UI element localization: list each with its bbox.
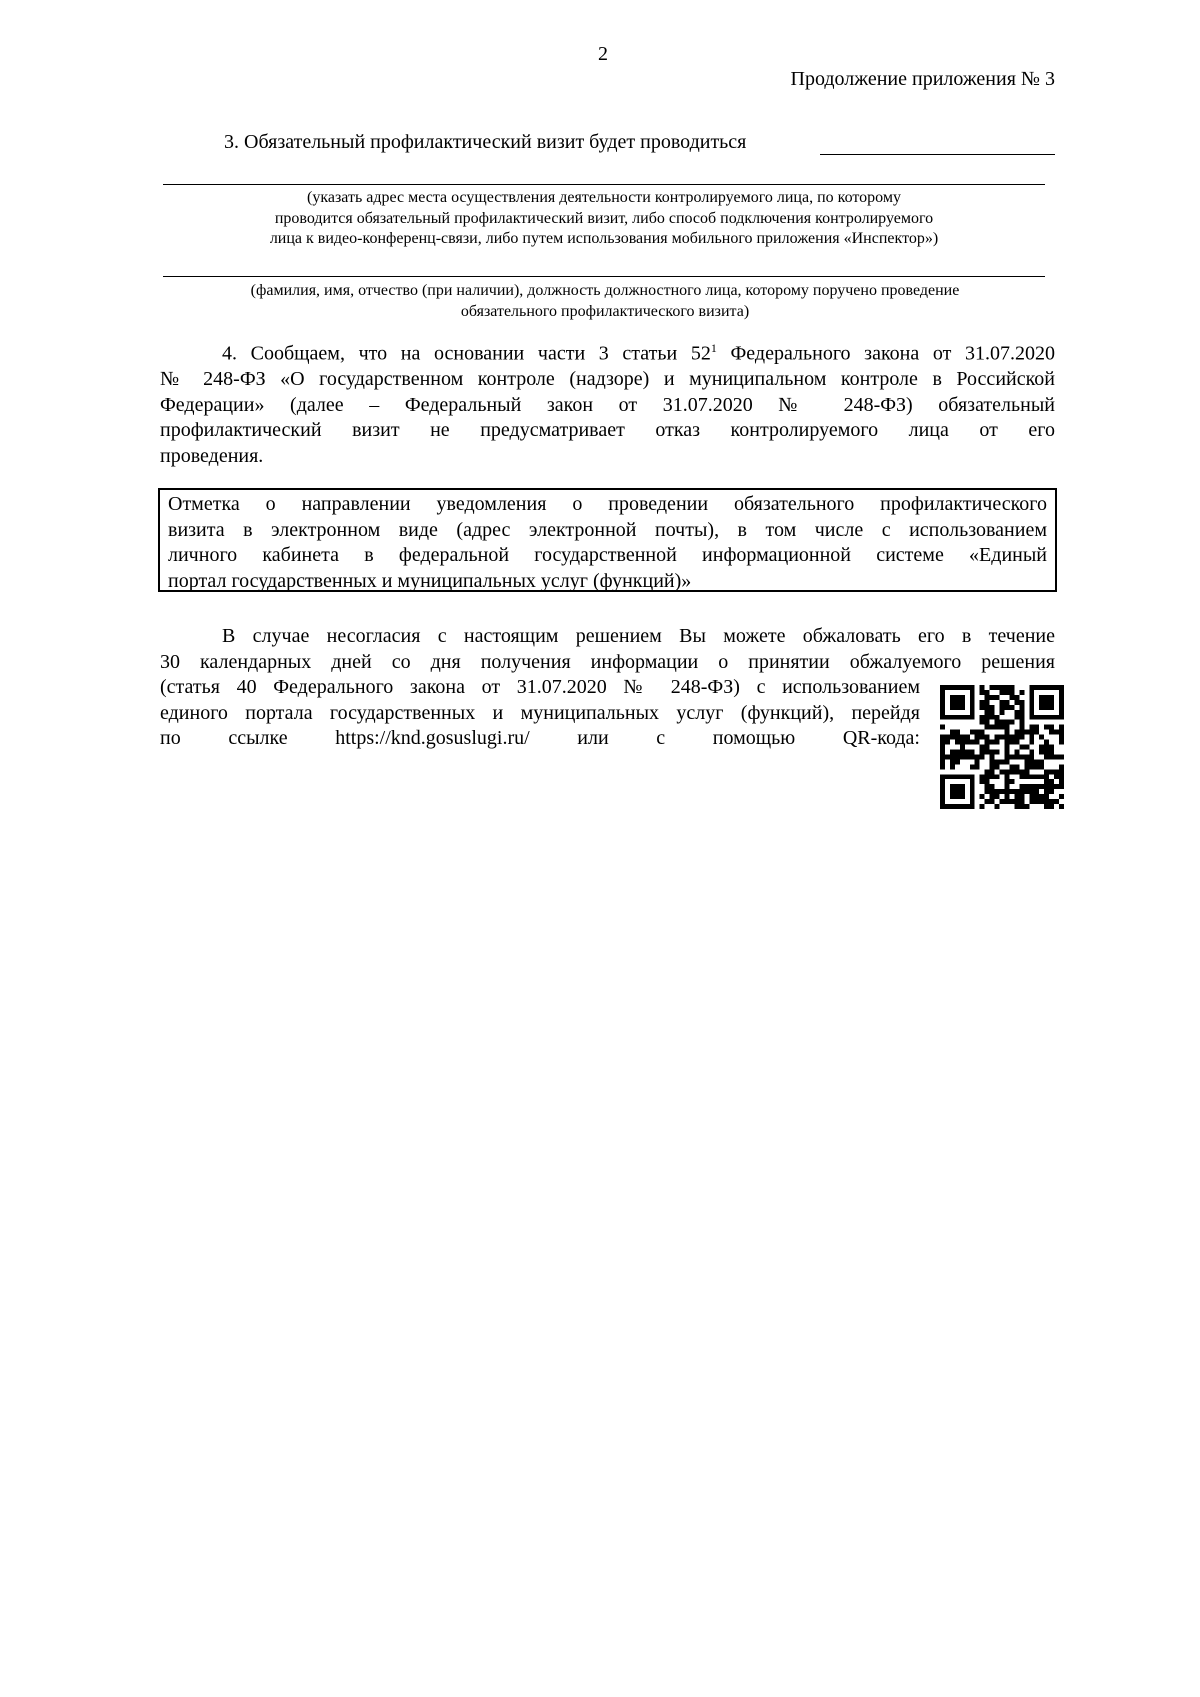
notice-line: Отметка о направлении уведомления о проведении обязательного профилактического [168, 493, 1047, 515]
caption-line: (фамилия, имя, отчество (при наличии), должность должностного лица, которому поручено проведение [250, 282, 960, 299]
appeal-text: по ссылке [160, 727, 336, 749]
address-caption [163, 188, 1045, 250]
caption-line: лица к видео-конференц-связи, либо путем использования мобильного приложения «Инспектор») [269, 230, 939, 247]
page-number: 2 [598, 43, 608, 65]
item4-line: № 248-ФЗ «О государственном контроле (надзоре) и муниципальном контроле в Российской [160, 368, 1055, 391]
item4-text: Федерального закона от 31.07.2020 [716, 342, 1055, 365]
appeal-line: В случае несогласия с настоящим решением Вы можете обжаловать его в течение [222, 625, 1055, 647]
notice-box [158, 488, 1057, 592]
official-caption [150, 281, 1060, 322]
gosuslugi-link[interactable]: https://knd.gosuslugi.ru/ [335, 727, 530, 749]
appendix-header: Продолжение приложения № 3 [790, 68, 1055, 90]
footnote-sup: 1 [710, 341, 717, 355]
qr-code-icon[interactable] [940, 684, 1064, 810]
appeal-text: или с помощью QR-кода: [577, 727, 920, 749]
appeal-line: 30 календарных дней со дня получения информации о принятии обжалуемого решения [160, 650, 1055, 673]
notice-line: личного кабинета в федеральной государственной информационной системе «Единый [168, 544, 1047, 566]
caption-line: обязательного профилактического визита) [460, 302, 750, 320]
appeal-line: (статья 40 Федерального закона от 31.07.2020 № 248-ФЗ) с использованием [160, 676, 920, 698]
item4-line: профилактический визит не предусматривает отказ контролируемого лица от его [160, 419, 1055, 442]
notice-line: портал государственных и муниципальных услуг (функций)» [168, 569, 692, 592]
appeal-paragraph [160, 624, 1055, 752]
item4-paragraph [160, 336, 1055, 469]
address-fill-line [163, 184, 1045, 185]
item4-line [160, 336, 1055, 367]
caption-line: (указать адрес места осуществления деятельности контролируемого лица, по которому [307, 189, 901, 206]
fill-line [820, 154, 1055, 155]
official-fill-line [163, 276, 1045, 277]
item4-text: 4. Сообщаем, что на основании части 3 статьи 52 [222, 342, 711, 365]
item4-line: проведения. [160, 444, 264, 467]
appeal-line [160, 726, 920, 752]
appeal-line: единого портала государственных и муниципальных услуг (функций), перейдя [160, 701, 920, 724]
notice-line: визита в электронном виде (адрес электронной почты), в том числе с использованием [168, 518, 1047, 541]
caption-line: проводится обязательный профилактический визит, либо способ подключения контролируемого [274, 209, 934, 227]
item3-text: 3. Обязательный профилактический визит будет проводиться [224, 131, 747, 153]
item4-line: Федерации» (далее – Федеральный закон от 31.07.2020 № 248-ФЗ) обязательный [160, 393, 1055, 416]
